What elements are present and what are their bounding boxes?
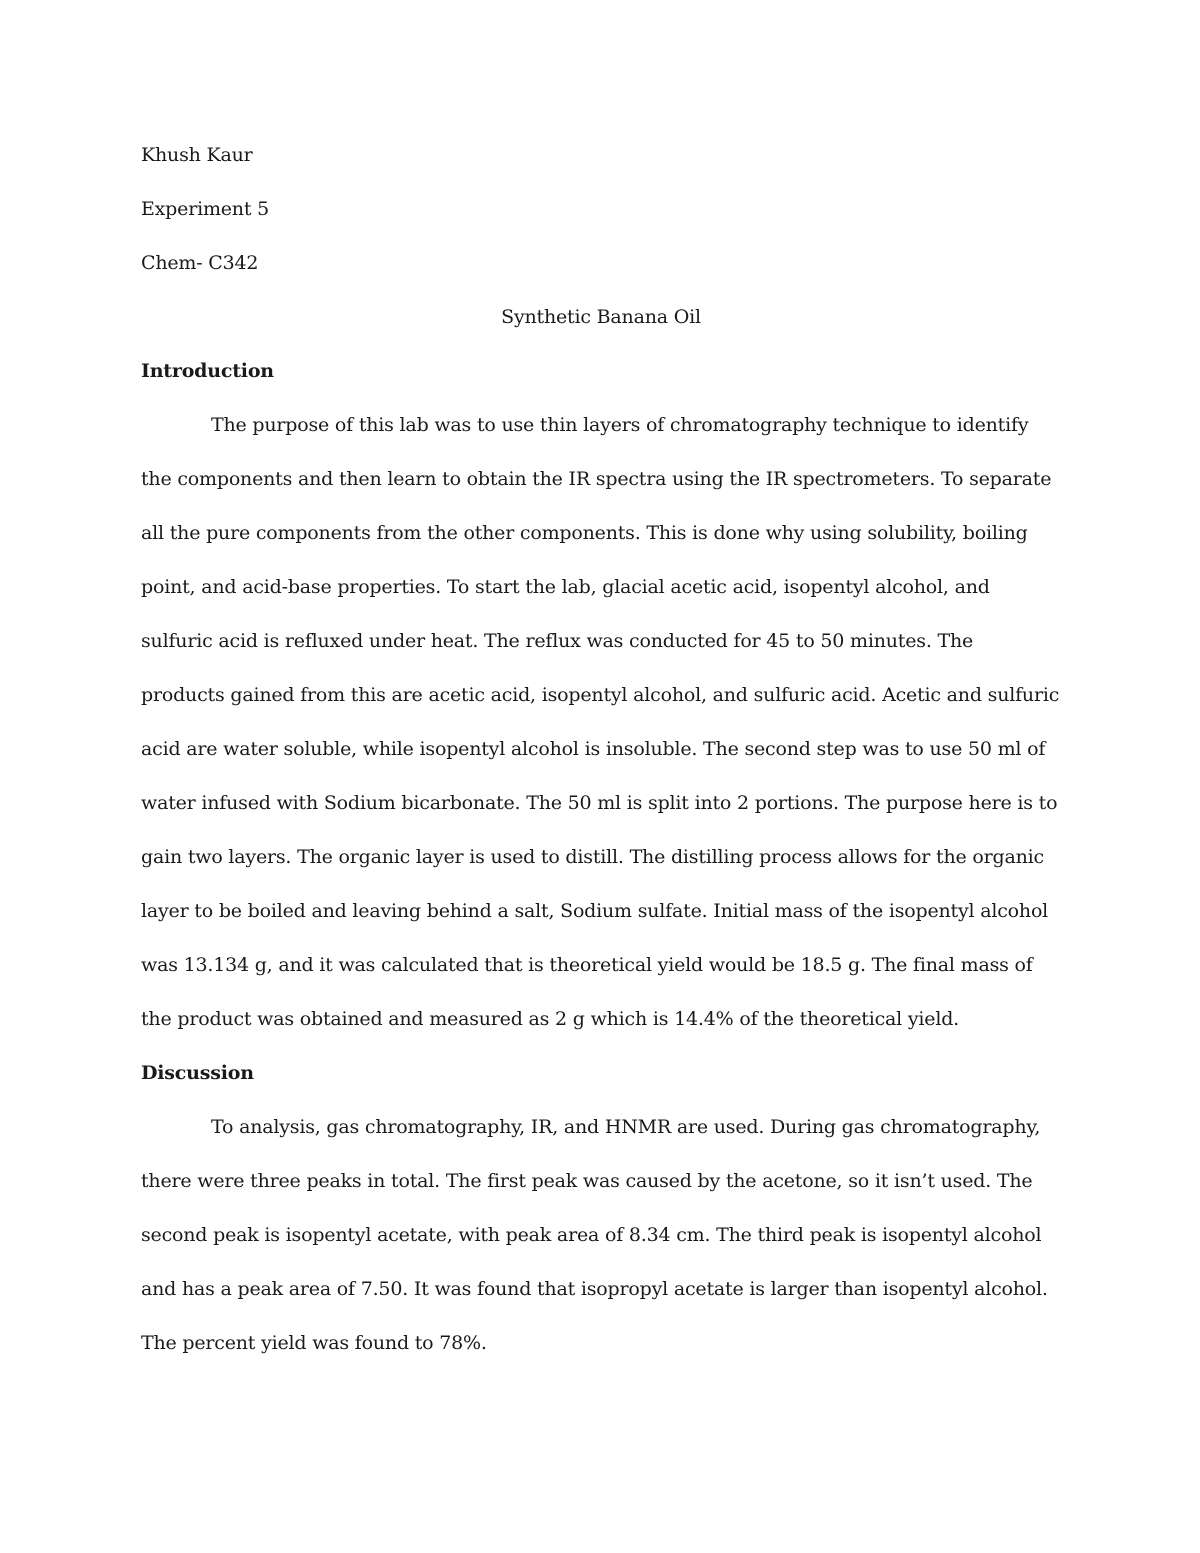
experiment-label: Experiment 5 <box>141 198 270 220</box>
author-name: Khush Kaur <box>141 144 253 166</box>
discussion-paragraph: To analysis, gas chromatography, IR, and HNMR are used. During gas chromatography, there were three peaks in total. The first peak was caused by the acetone, so it isn’t used. The second peak is isopentyl acetate, with peak area of 8.34 cm. The third peak is isopentyl alcohol and has a peak area of 7.50. It was found that isopropyl acetate is larger than isopentyl alcohol. The percent yield was found to 78%. <box>141 1116 1048 1354</box>
document-title: Synthetic Banana Oil <box>501 306 701 328</box>
discussion-section <box>141 1100 1061 1370</box>
introduction-heading: Introduction <box>141 360 274 382</box>
discussion-heading: Discussion <box>141 1062 254 1084</box>
introduction-section <box>141 398 1061 1046</box>
course-label: Chem- C342 <box>141 252 259 274</box>
document-page <box>141 128 1061 1370</box>
introduction-paragraph: The purpose of this lab was to use thin layers of chromatography technique to identify the components and then learn to obtain the IR spectra using the IR spectrometers. To separate all the pure components from the other components. This is done why using solubility, boiling point, and acid-base properties. To start the lab, glacial acetic acid, isopentyl alcohol, and sulfuric acid is refluxed under heat. The reflux was conducted for 45 to 50 minutes. The products gained from this are acetic acid, isopentyl alcohol, and sulfuric acid. Acetic and sulfuric acid are water soluble, while isopentyl alcohol is insoluble. The second step was to use 50 ml of water infused with Sodium bicarbonate. The 50 ml is split into 2 portions. The purpose here is to gain two layers. The organic layer is used to distill. The distilling process allows for the organic layer to be boiled and leaving behind a salt, Sodium sulfate. Initial mass of the isopentyl alcohol was 13.134 g, and it was calculated that is theoretical yield would be 18.5 g. The final mass of the product was obtained and measured as 2 g which is 14.4% of the theoretical yield. <box>141 414 1060 1030</box>
